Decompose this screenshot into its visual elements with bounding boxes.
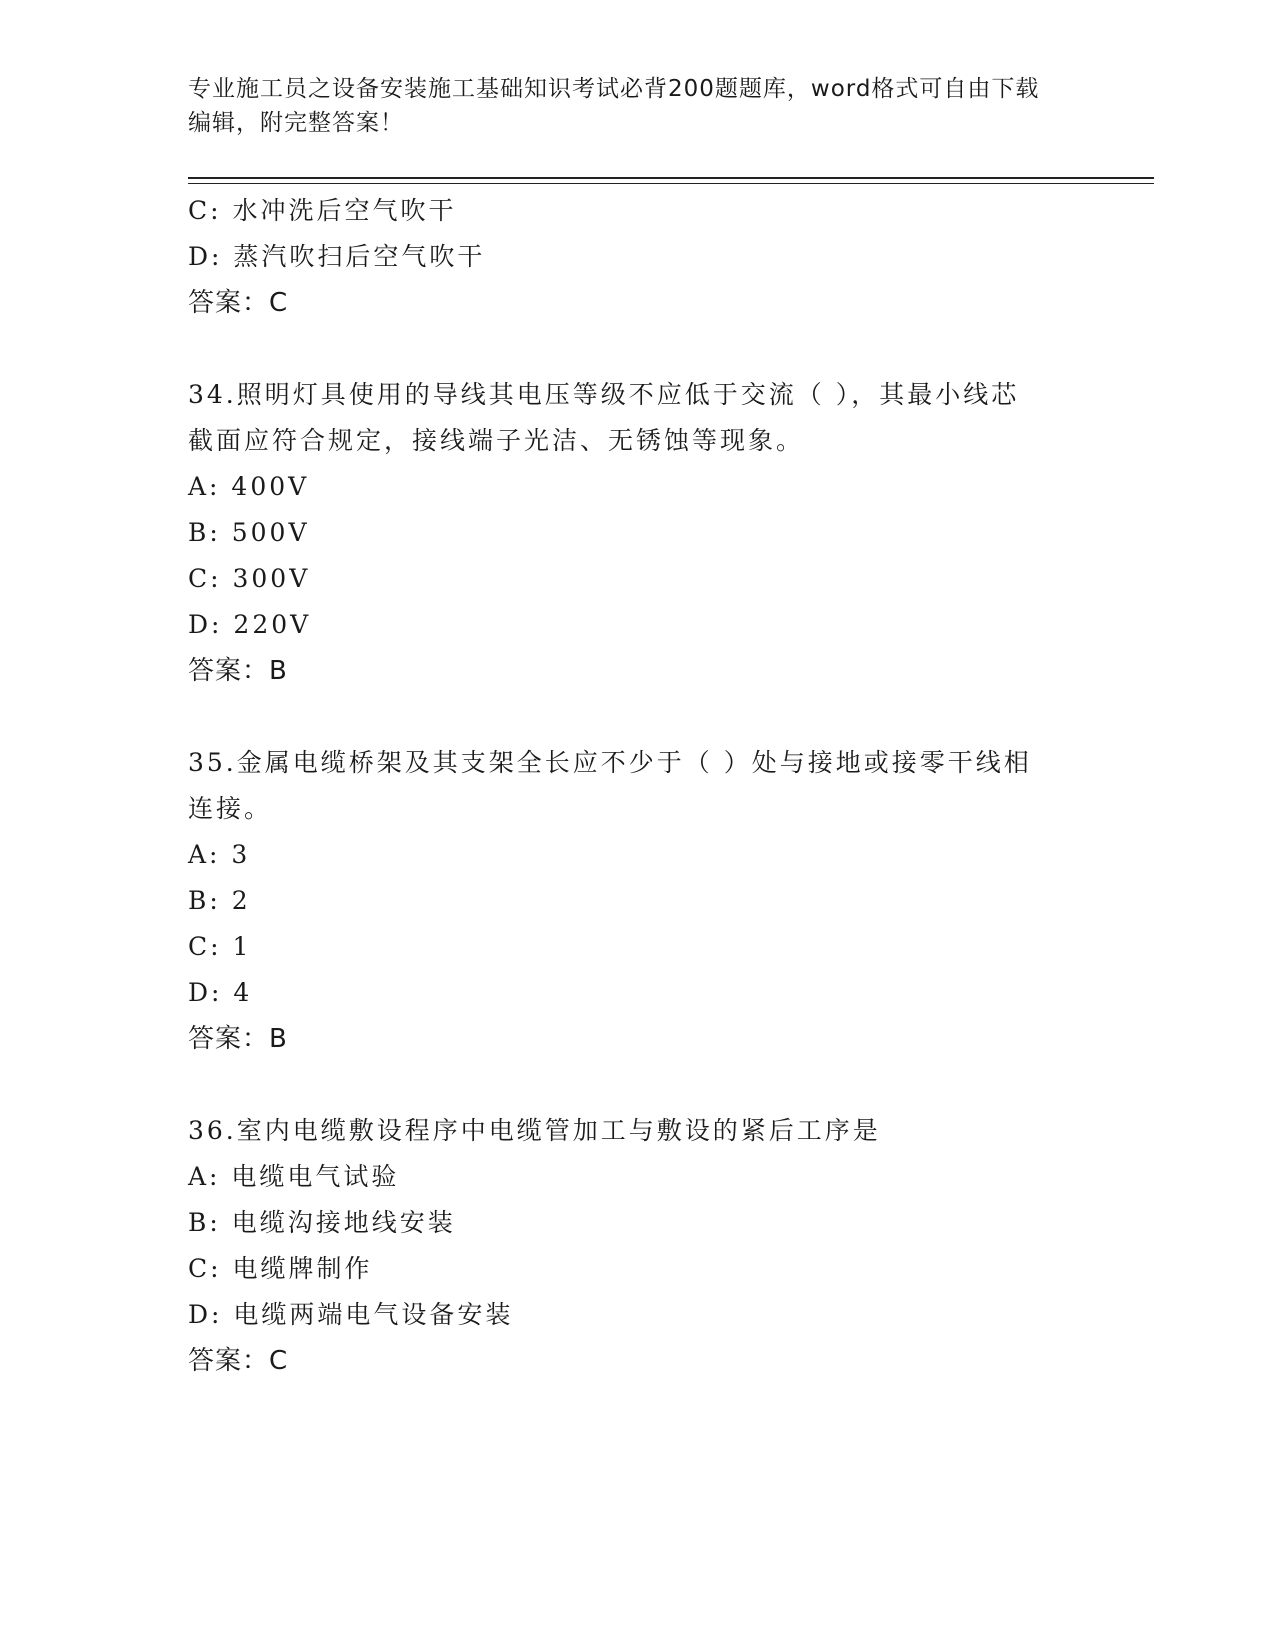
option-c: C: 电缆牌制作 <box>188 1254 373 1283</box>
spacer <box>188 326 1088 372</box>
option-d: D: 电缆两端电气设备安装 <box>188 1300 514 1329</box>
question-stem-line: 35.金属电缆桥架及其支架全长应不少于（ ）处与接地或接零干线相 <box>188 748 1032 777</box>
question-33-tail <box>188 188 1088 326</box>
document-header <box>188 72 1088 140</box>
option-d: D: 蒸汽吹扫后空气吹干 <box>188 242 486 271</box>
question-stem-line: 36.室内电缆敷设程序中电缆管加工与敷设的紧后工序是 <box>188 1116 881 1145</box>
question-stem-line: 连接。 <box>188 794 273 823</box>
header-title-line2: 编辑，附完整答案！ <box>188 110 404 136</box>
answer-line: 答案：C <box>188 1346 289 1376</box>
question-stem-line: 截面应符合规定，接线端子光洁、无锈蚀等现象。 <box>188 426 805 455</box>
option-b: B: 2 <box>188 886 251 915</box>
option-c: C: 水冲洗后空气吹干 <box>188 196 457 225</box>
question-34 <box>188 372 1088 694</box>
option-d: D: 220V <box>188 610 312 639</box>
option-a: A: 电缆电气试验 <box>188 1162 400 1191</box>
header-title-line1: 专业施工员之设备安装施工基础知识考试必背200题题库，word格式可自由下载 <box>188 76 1040 102</box>
option-b: B: 电缆沟接地线安装 <box>188 1208 456 1237</box>
question-36 <box>188 1108 1088 1384</box>
option-c: C: 300V <box>188 564 311 593</box>
spacer <box>188 694 1088 740</box>
option-b: B: 500V <box>188 518 310 547</box>
header-divider-thick <box>188 177 1154 179</box>
option-a: A: 400V <box>188 472 310 501</box>
answer-line: 答案：B <box>188 656 288 686</box>
option-c: C: 1 <box>188 932 252 961</box>
spacer <box>188 1062 1088 1108</box>
option-d: D: 4 <box>188 978 253 1007</box>
answer-line: 答案：C <box>188 288 289 318</box>
question-stem-line: 34.照明灯具使用的导线其电压等级不应低于交流（ ），其最小线芯 <box>188 380 1020 409</box>
question-content <box>188 188 1088 1384</box>
header-divider-thin <box>188 183 1154 184</box>
answer-line: 答案：B <box>188 1024 288 1054</box>
option-a: A: 3 <box>188 840 251 869</box>
question-35 <box>188 740 1088 1062</box>
